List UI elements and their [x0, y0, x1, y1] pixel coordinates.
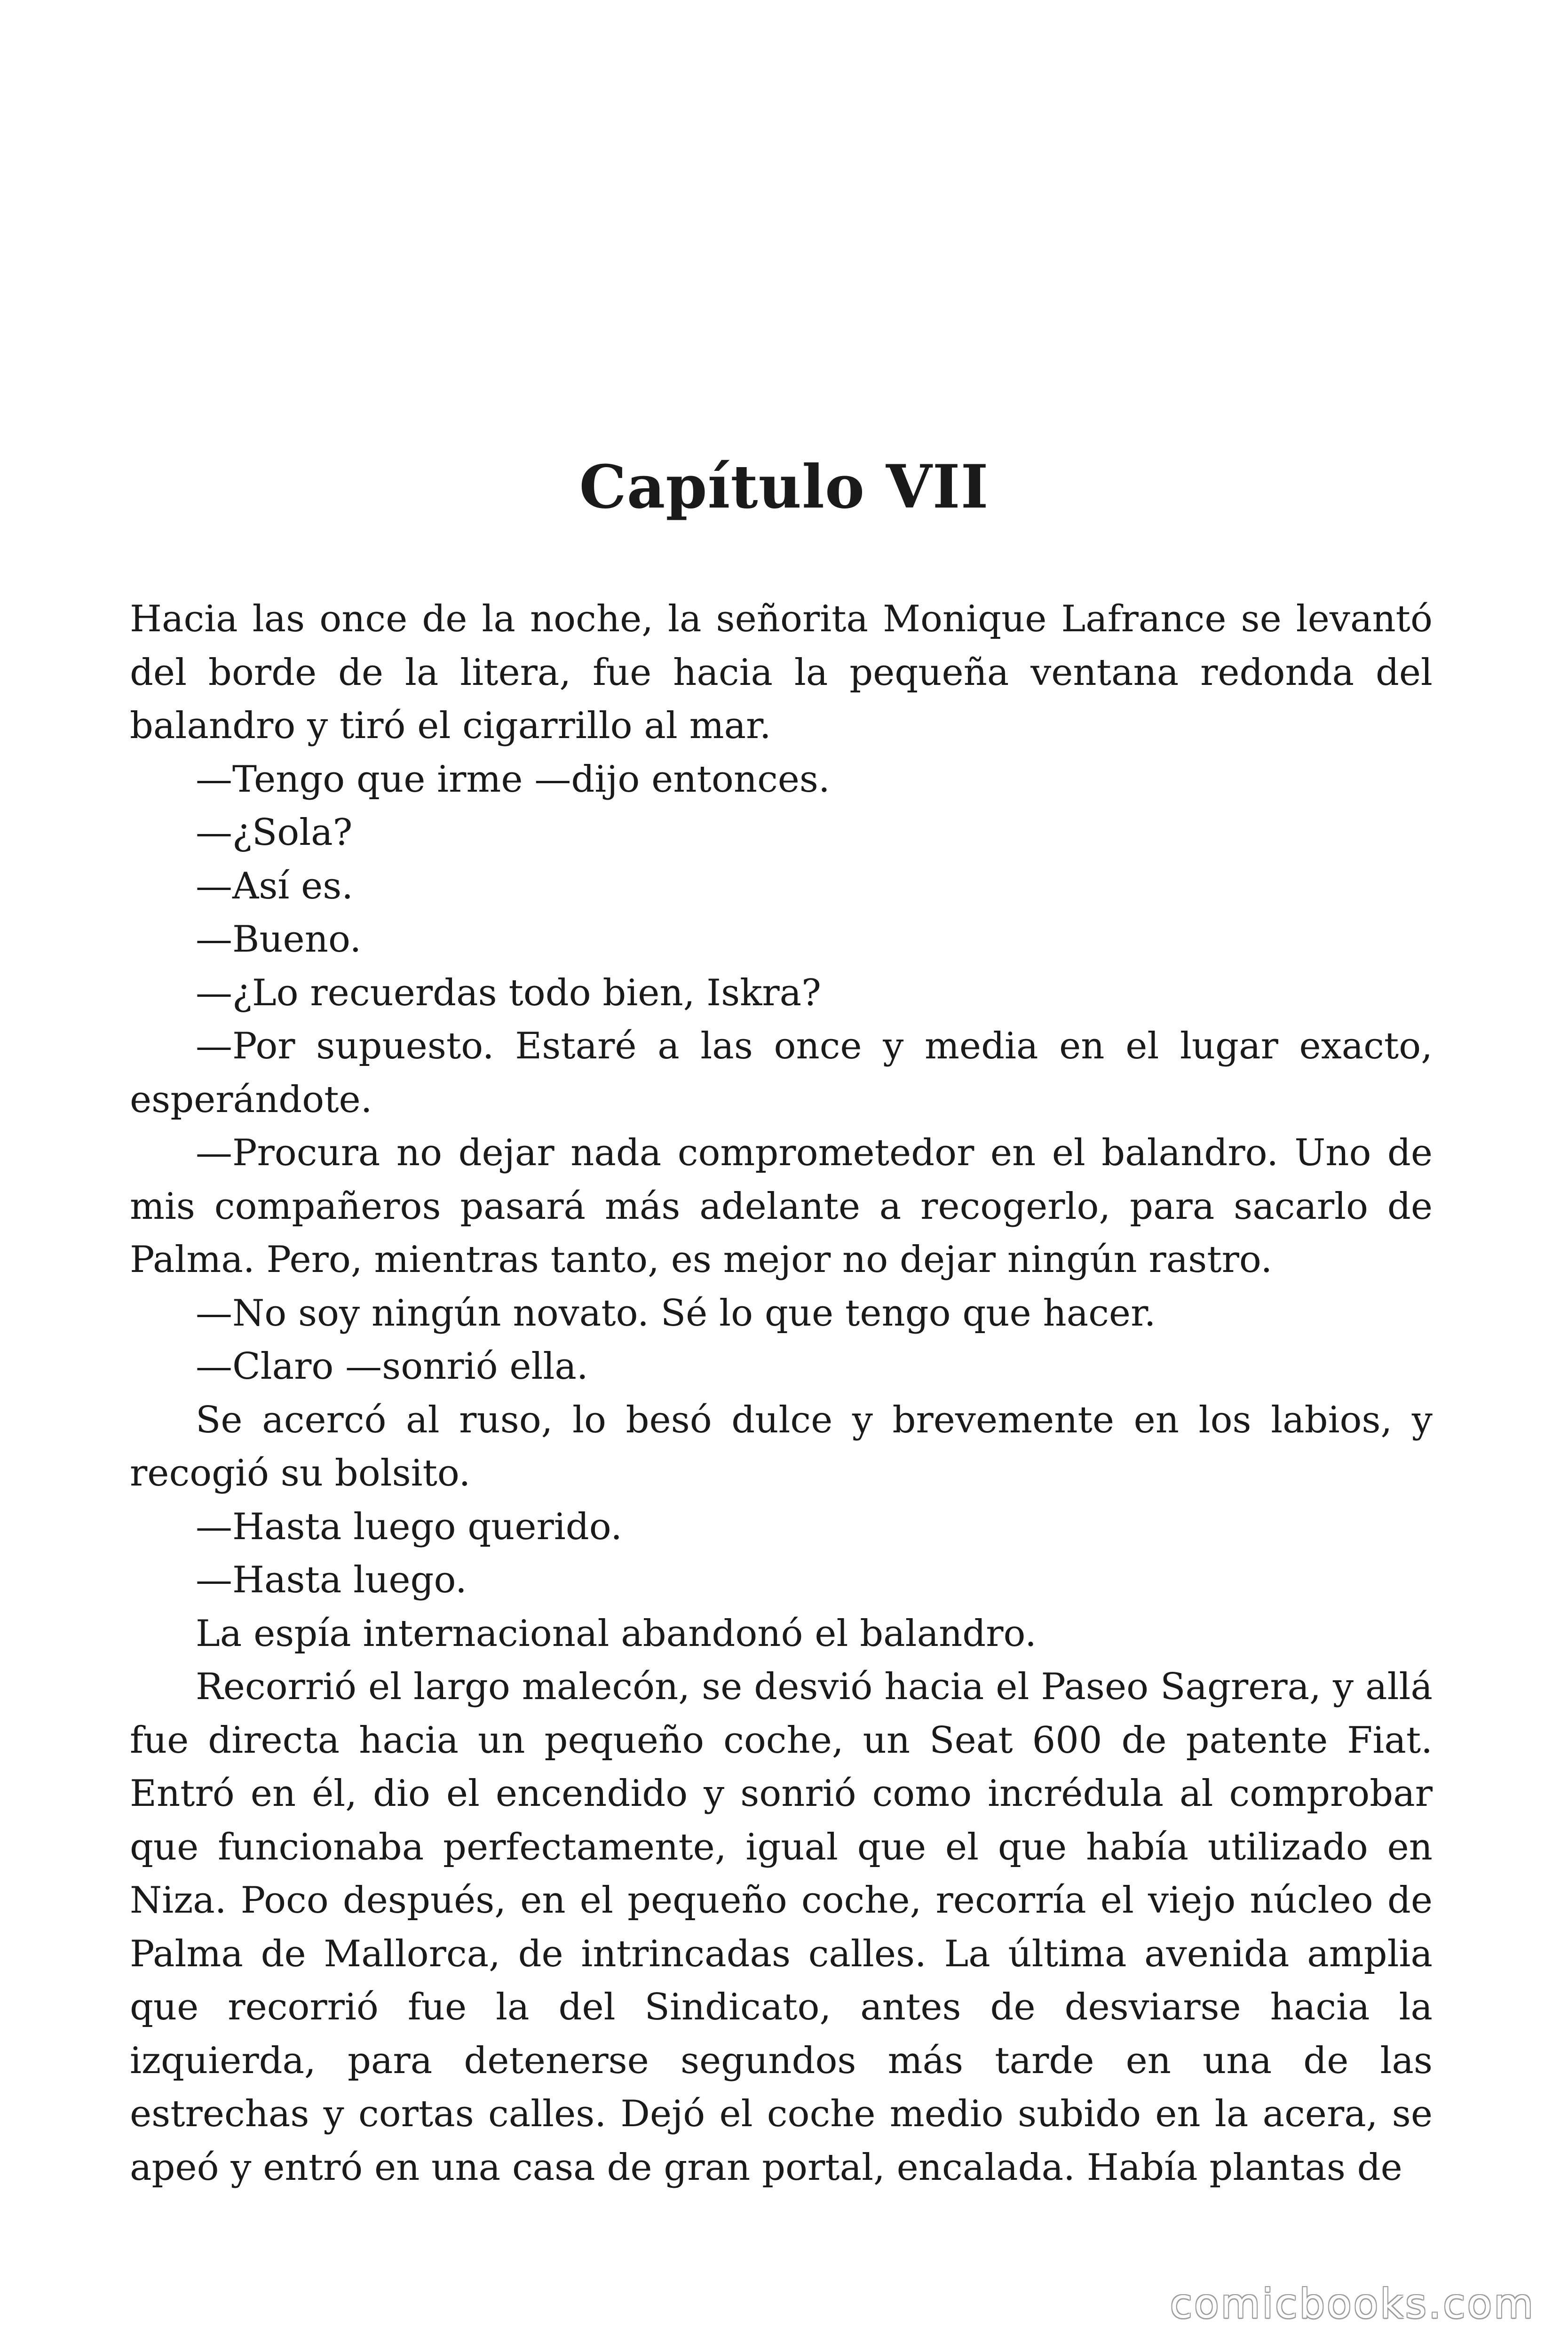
paragraph: Se acercó al ruso, lo besó dulce y brevemente en los labios, y recogió su bolsito. — [130, 1398, 1433, 1494]
paragraph: —Procura no dejar nada comprometedor en el balandro. Uno de mis compañeros pasará más adelante a recogerlo, para sacarlo de Palma. Pero, mientras tanto, es mejor no dejar ningún rastro. — [130, 1132, 1433, 1281]
paragraph: —No soy ningún novato. Sé lo que tengo que hacer. — [196, 1292, 1156, 1335]
paragraph: —Hasta luego. — [196, 1559, 467, 1601]
paragraph: —Bueno. — [196, 918, 362, 961]
chapter-body — [130, 593, 1433, 2194]
paragraph: —Así es. — [196, 865, 354, 907]
paragraph: —¿Lo recuerdas todo bien, Iskra? — [196, 971, 821, 1014]
paragraph: —¿Sola? — [196, 811, 353, 854]
paragraph: —Por supuesto. Estaré a las once y media en el lugar exacto, esperándote. — [130, 1025, 1433, 1121]
site-watermark: comicbooks.com — [1170, 2280, 1535, 2328]
paragraph: Hacia las once de la noche, la señorita Monique Lafrance se levantó del borde de la litera, fue hacia la pequeña ventana redonda del balandro y tiró el cigarrillo al mar. — [130, 598, 1433, 747]
paragraph: —Tengo que irme —dijo entonces. — [196, 758, 830, 801]
paragraph: La espía internacional abandonó el balandro. — [196, 1612, 1037, 1655]
paragraph: —Hasta luego querido. — [196, 1505, 623, 1548]
paragraph: Recorrió el largo malecón, se desvió hacia el Paseo Sagrera, y allá fue directa hacia un pequeño coche, un Seat 600 de patente Fiat. Entró en él, dio el encendido y sonrió como incrédula al comprobar que funcionaba perfectamente, igual que el que había utilizado en Niza. Poco después, en el pequeño coche, recorría el viejo núcleo de Palma de Mallorca, de intrincadas calles. La última avenida amplia que recorrió fue la del Sindicato, antes de desviarse hacia la izquierda, para detenerse segundos más tarde en una de las estrechas y cortas calles. Dejó el coche medio subido en la acera, se apeó y entró en una casa de gran portal, encalada. Había plantas de — [130, 1666, 1433, 2189]
chapter-title: Capítulo VII — [579, 452, 989, 522]
paragraph: —Claro —sonrió ella. — [196, 1345, 588, 1388]
